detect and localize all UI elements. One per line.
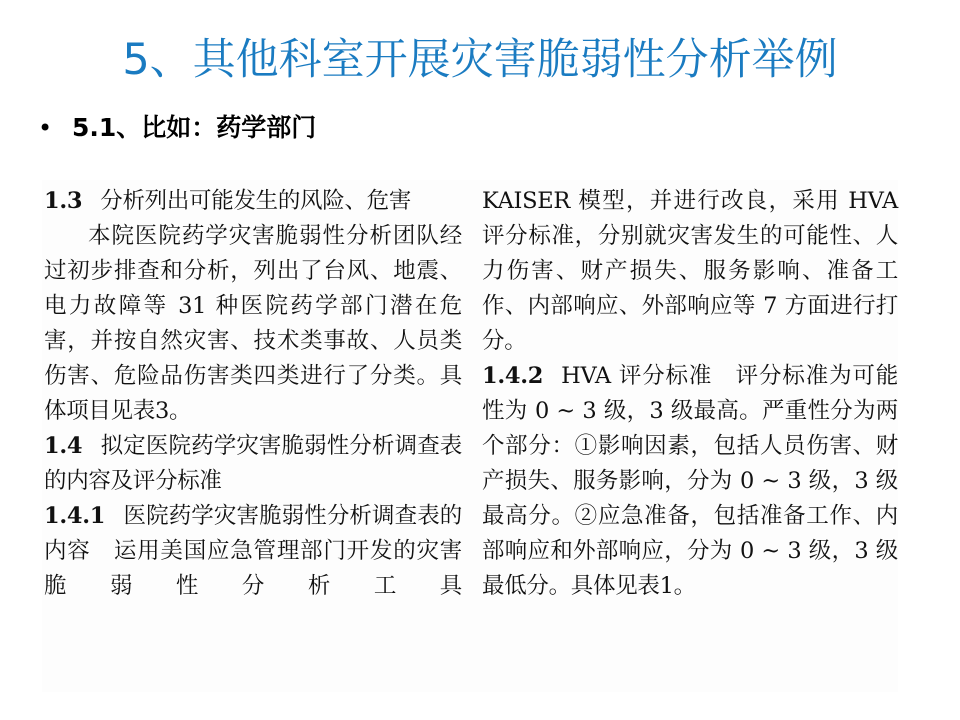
body-paragraph: KAISER 模型，并进行改良，采用 HVA 评分标准，分别就灾害发生的可能性、人力伤害、财产损失、服务影响、准备工作、内部响应、外部响应等 7 方面进行打分。 (482, 188, 898, 354)
bullet-item (38, 106, 316, 150)
body-paragraph: 本院医院药学灾害脆弱性分析团队经过初步排查和分析，列出了台风、地震、电力故障等 31 种医院药学部门潜在危害，并按自然灾害、技术类事故、人员类伤害、危险品伤害类四类进行了分类。具体项目见表3。 (44, 223, 462, 424)
document-right-column (482, 184, 898, 604)
section-heading-1-4 (44, 429, 462, 499)
slide-title: 5、其他科室开展灾害脆弱性分析举例 (122, 35, 838, 85)
bullet-dot: • (38, 114, 53, 142)
section-body-text: HVA 评分标准 评分标准为可能性为 0 ~ 3 级，3 级最高。严重性分为两个部分：①影响因素，包括人员伤害、财产损失、服务影响，分为 0 ~ 3 级，3 级最高分。②应急准备，包括准备工作、内部响应和外部响应，分为 0 ~ 3 级，3 级最低分。具体见表1。 (482, 363, 898, 599)
section-heading-1-4-1 (44, 499, 462, 604)
section-number: 1.4 (44, 433, 83, 459)
scanned-document-image (42, 180, 898, 692)
section-body-text: 医院药学灾害脆弱性分析调查表的内容 运用美国应急管理部门开发的灾害脆弱性分析工具 (44, 503, 462, 599)
section-heading-1-4-2 (482, 359, 898, 604)
section-heading-1-3 (44, 184, 462, 219)
section-number: 1.4.1 (44, 503, 106, 529)
document-left-column (44, 184, 462, 604)
section-heading-text: 分析列出可能发生的风险、危害 (100, 188, 412, 214)
bullet-text: 5.1、比如：药学部门 (72, 113, 317, 142)
section-number: 1.4.2 (482, 363, 544, 389)
section-number: 1.3 (44, 188, 83, 214)
section-heading-text: 拟定医院药学灾害脆弱性分析调查表的内容及评分标准 (44, 433, 462, 494)
